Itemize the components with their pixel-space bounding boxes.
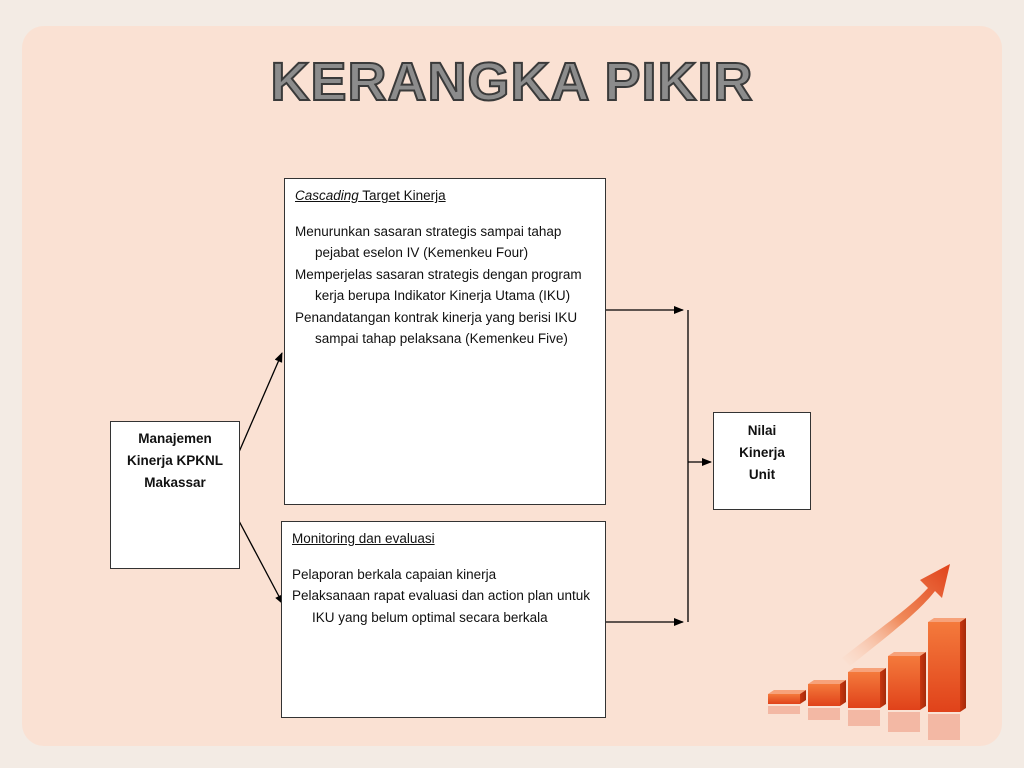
monitoring-item: Pelaksanaan rapat evaluasi dan action plan untuk IKU yang belum optimal secara berkala xyxy=(292,588,590,625)
monitoring-heading: Monitoring dan evaluasi xyxy=(292,531,435,546)
cascading-heading-italic: Cascading xyxy=(295,188,359,203)
arrow-to-monitoring xyxy=(239,521,283,604)
monitoring-evaluasi-box xyxy=(281,521,606,718)
cascading-heading-rest: Target Kinerja xyxy=(358,188,446,203)
manajemen-kinerja-box xyxy=(110,421,240,569)
nilai-line-1: Nilai xyxy=(747,423,777,438)
manajemen-line-2: Kinerja KPKNL xyxy=(126,453,224,468)
manajemen-line-3: Makassar xyxy=(144,475,206,490)
nilai-kinerja-unit-box xyxy=(713,412,811,510)
cascading-target-box xyxy=(284,178,606,505)
arrow-to-cascading xyxy=(239,353,282,452)
cascading-item: Menurunkan sasaran strategis sampai tahap pejabat eselon IV (Kemenkeu Four) xyxy=(295,223,562,260)
cascading-item: Penandatangan kontrak kinerja yang berisi IKU sampai tahap pelaksana (Kemenkeu Five) xyxy=(295,309,578,346)
cascading-heading xyxy=(295,185,595,207)
nilai-line-2: Kinerja xyxy=(739,445,785,460)
cascading-item: Memperjelas sasaran strategis dengan program kerja berupa Indikator Kinerja Utama (IKU) xyxy=(295,266,582,303)
manajemen-line-1: Manajemen xyxy=(138,431,212,446)
nilai-line-3: Unit xyxy=(748,467,776,482)
slide-title: KERANGKA PIKIR xyxy=(270,52,754,112)
monitoring-item: Pelaporan berkala capaian kinerja xyxy=(292,566,497,582)
growth-bar-chart-arrow-icon xyxy=(760,558,990,748)
